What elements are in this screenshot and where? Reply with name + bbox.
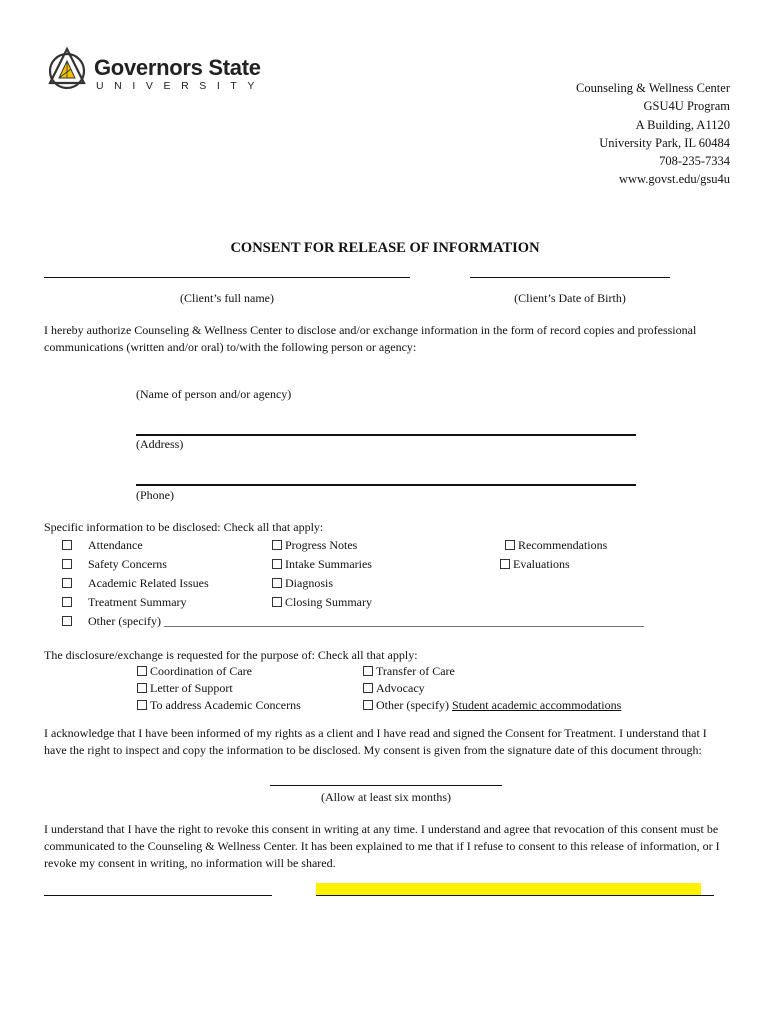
checkbox-label: Progress Notes [285, 538, 358, 552]
address-line: University Park, IL 60484 [599, 135, 730, 150]
checkbox-label: Closing Summary [285, 595, 373, 609]
checkbox-row-other[interactable] [363, 696, 621, 713]
client-dob-field[interactable] [470, 277, 670, 278]
disclose-col2 [272, 536, 372, 612]
checkbox-label: Other (specify) [376, 698, 449, 712]
checkbox-icon[interactable] [62, 578, 72, 588]
checkbox-label: Evaluations [513, 557, 570, 571]
revoke-paragraph: I understand that I have the right to revoke this consent in writing at any time. I understand and agree that revocation of this consent must be communicated to the Counseling & Wellness Center. It has been explained to me that if I refuse to consent to this release of information, or I revoke my consent in writing, no information will be shared. [44, 822, 720, 870]
disclose-col3 [500, 536, 607, 574]
checkbox-label: Recommendations [518, 538, 608, 552]
checkbox-icon[interactable] [62, 540, 72, 550]
checkbox-label: Attendance [88, 538, 143, 552]
document-title: CONSENT FOR RELEASE OF INFORMATION [230, 240, 540, 256]
checkbox-row[interactable] [272, 593, 372, 612]
checkbox-label: Treatment Summary [88, 595, 187, 609]
acknowledge-paragraph: I acknowledge that I have been informed of my rights as a client and I have read and signed the Consent for Treatment. I understand that I have the right to inspect and copy the information to be disclosed. My consent is given from the signature date of this document through: [44, 726, 707, 757]
checkbox-label: Letter of Support [150, 681, 233, 695]
checkbox-icon[interactable] [137, 666, 147, 676]
address-line: A Building, A1120 [635, 117, 730, 132]
checkbox-row[interactable] [363, 679, 621, 696]
checkbox-icon[interactable] [272, 540, 282, 550]
checkbox-label: Other (specify) ________________________________________________________________________________ [88, 614, 644, 628]
purpose-col2 [363, 662, 621, 713]
checkbox-icon[interactable] [363, 666, 373, 676]
checkbox-icon[interactable] [62, 597, 72, 607]
checkbox-label: Advocacy [376, 681, 425, 695]
address-line: www.govst.edu/gsu4u [619, 172, 730, 187]
checkbox-row[interactable] [500, 536, 607, 555]
checkbox-label: Intake Summaries [285, 557, 372, 571]
recipient-name-label: (Name of person and/or agency) [136, 387, 292, 401]
checkbox-label: Coordination of Care [150, 664, 252, 678]
logo-name: Governors State [94, 55, 261, 80]
address-block [576, 79, 730, 189]
date-signature-line[interactable] [44, 895, 272, 896]
checkbox-row[interactable] [137, 662, 301, 679]
purpose-other-value[interactable]: Student academic accommodations [451, 698, 622, 712]
checkbox-icon[interactable] [363, 700, 373, 710]
checkbox-icon[interactable] [505, 540, 515, 550]
consent-through-date-field[interactable] [270, 785, 502, 786]
checkbox-label: To address Academic Concerns [150, 698, 301, 712]
client-signature-line[interactable] [316, 895, 714, 896]
checkbox-icon[interactable] [272, 578, 282, 588]
checkbox-icon[interactable] [62, 559, 72, 569]
checkbox-row[interactable] [272, 574, 372, 593]
checkbox-row-other[interactable] [62, 612, 644, 631]
consent-through-caption: (Allow at least six months) [321, 790, 451, 804]
checkbox-icon[interactable] [272, 559, 282, 569]
checkbox-icon[interactable] [272, 597, 282, 607]
checkbox-row[interactable] [137, 696, 301, 713]
purpose-col1 [137, 662, 301, 713]
checkbox-row[interactable] [272, 555, 372, 574]
checkbox-row[interactable] [500, 555, 607, 574]
client-dob-caption: (Client’s Date of Birth) [514, 291, 626, 305]
checkbox-label: Safety Concerns [88, 557, 167, 571]
recipient-address-label: (Address) [136, 437, 184, 451]
recipient-phone-field[interactable] [136, 484, 636, 486]
logo-subtitle: UNIVERSITY [96, 80, 266, 92]
address-line: GSU4U Program [643, 99, 730, 114]
checkbox-icon[interactable] [137, 683, 147, 693]
disclose-heading: Specific information to be disclosed: Check all that apply: [44, 520, 324, 534]
checkbox-icon[interactable] [363, 683, 373, 693]
checkbox-label: Diagnosis [285, 576, 333, 590]
checkbox-icon[interactable] [500, 559, 510, 569]
checkbox-row[interactable] [137, 679, 301, 696]
checkbox-label: Academic Related Issues [88, 576, 209, 590]
checkbox-row[interactable] [363, 662, 621, 679]
address-line: Counseling & Wellness Center [576, 81, 730, 95]
recipient-phone-label: (Phone) [136, 488, 174, 502]
checkbox-label: Transfer of Care [376, 664, 455, 678]
checkbox-icon[interactable] [137, 700, 147, 710]
address-line: 708-235-7334 [659, 154, 730, 169]
checkbox-row[interactable] [272, 536, 372, 555]
university-logo-icon [44, 45, 90, 91]
recipient-address-field[interactable] [136, 434, 636, 436]
client-name-field[interactable] [44, 277, 410, 278]
checkbox-icon[interactable] [62, 616, 72, 626]
authorization-paragraph: I hereby authorize Counseling & Wellness Center to disclose and/or exchange information in the form of record copies and professional communications (written and/or oral) to/with the following person or agency: [44, 323, 697, 354]
purpose-heading: The disclosure/exchange is requested for the purpose of: Check all that apply: [44, 648, 418, 662]
client-name-caption: (Client’s full name) [180, 291, 274, 305]
